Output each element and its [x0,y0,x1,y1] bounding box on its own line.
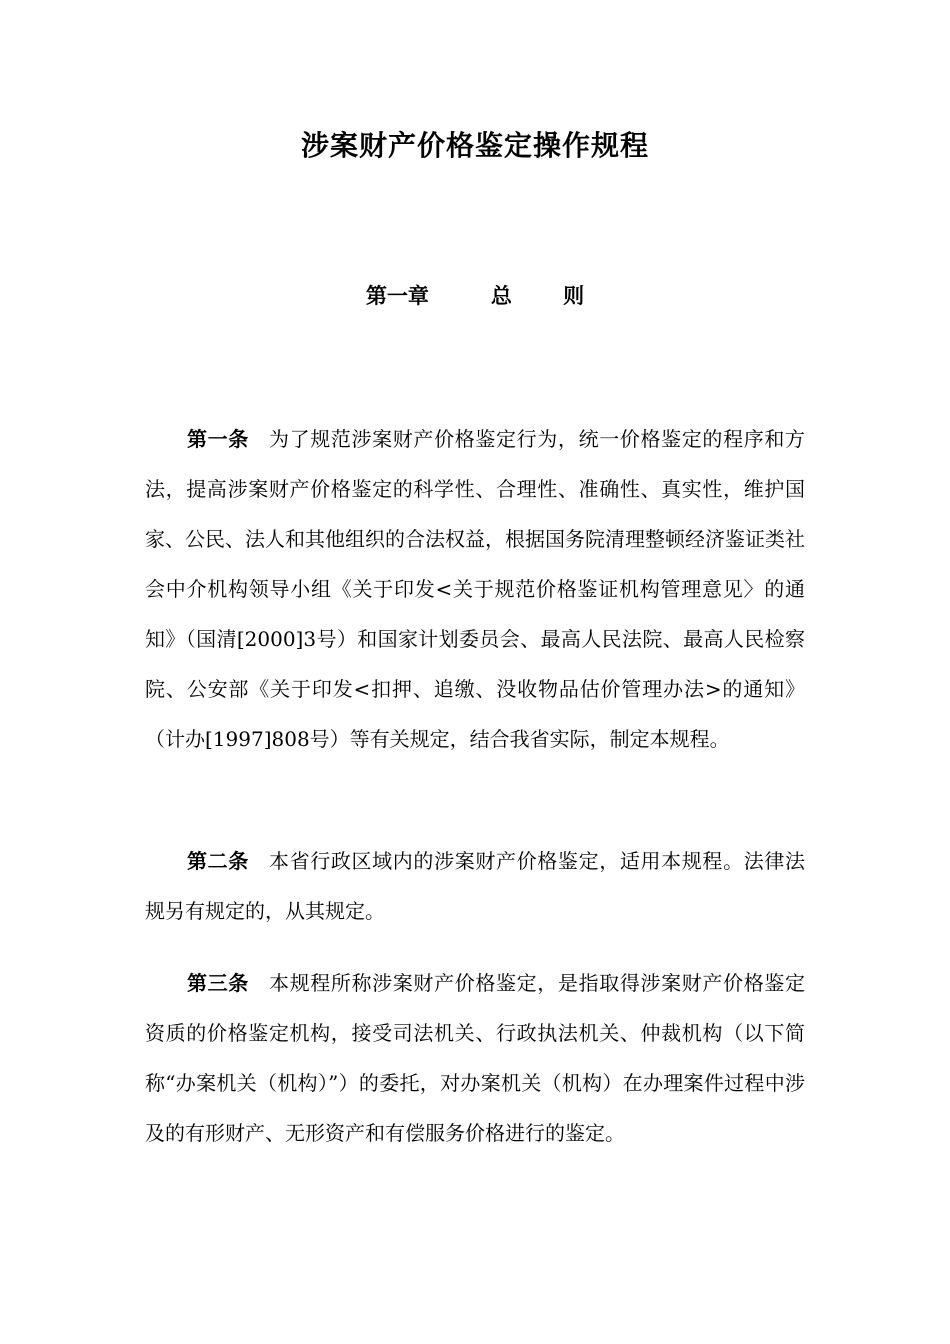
article-label: 第一条 [187,427,249,451]
article-2 [145,836,805,936]
chapter-heading [0,278,950,314]
chapter-name: 总 则 [490,284,607,308]
article-text: 为了规范涉案财产价格鉴定行为，统一价格鉴定的程序和方法，提高涉案财产价格鉴定的科学性、合理性、准确性、真实性，维护国家、公民、法人和其他组织的合法权益，根据国务院清理整顿经济鉴证类社会中介机构领导小组《关于印发<关于规范价格鉴证机构管理意见〉的通知》（国清[2000]3号）和国家计划委员会、最高人民法院、最高人民检察院、公安部《关于印发<扣押、追缴、没收物品估价管理办法>的通知》（计办[1997]808号）等有关规定，结合我省实际，制定本规程。 [145,427,806,751]
article-3 [145,958,805,1158]
chapter-number: 第一章 [365,284,429,308]
document-title: 涉案财产价格鉴定操作规程 [300,129,649,162]
article-label: 第三条 [187,971,249,995]
article-text: 本省行政区域内的涉案财产价格鉴定，适用本规程。法律法规另有规定的，从其规定。 [145,849,806,923]
article-label: 第二条 [187,849,249,873]
article-text: 本规程所称涉案财产价格鉴定，是指取得涉案财产价格鉴定资质的价格鉴定机构，接受司法机关、行政执法机关、仲裁机构（以下简称“办案机关（机构）”）的委托，对办案机关（机构）在办理案件过程中涉及的有形财产、无形资产和有偿服务价格进行的鉴定。 [145,971,806,1145]
article-1 [145,414,805,764]
